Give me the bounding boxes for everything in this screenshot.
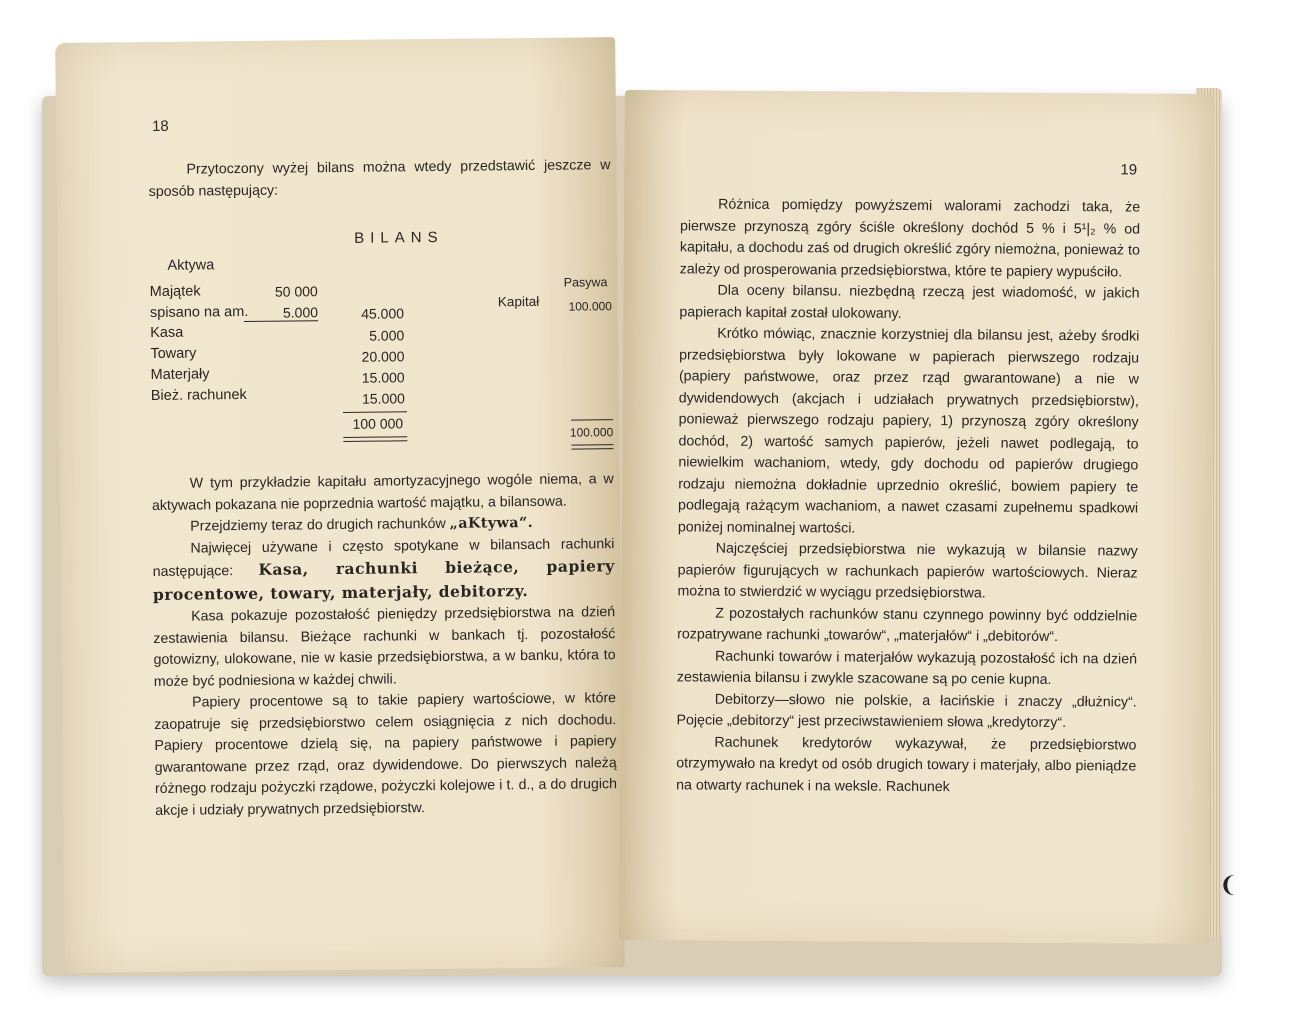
double-rule bbox=[343, 440, 407, 442]
paragraph bbox=[152, 534, 615, 607]
row-label: Kasa bbox=[150, 324, 184, 341]
paragraph: Krótko mówiąc, znacznie korzystniej dla bilansu jest, ażeby środki przedsiębiorstwa były lokowane w papierach pierwszego rodzaju (papiery państwowe, oraz przez rząd gwarantowane) a nie w dywidendowych (akcjach i udziałach prywatnych przedsiębiorstw), ponieważ pierwszego rodzaju papiery, 1) przynoszą zgóry określony dochód, 2) wartość samych papierów, jeżeli nawet podlegają, to niewielkim wachaniom, wtedy, gdy dochodu od papierów drugiego rodzaju niemożna dokładnie uprzednio określić, bowiem papiery te podlegają rażącym wachaniom, a nawet czasami zupełnemu spadkowi poniżej nominalnej wartości. bbox=[677, 325, 1140, 537]
row-inner: 5.000 bbox=[244, 304, 318, 322]
body-text bbox=[676, 194, 1140, 799]
row-inner: 50 000 bbox=[274, 283, 318, 300]
pasywa-label: Pasywa bbox=[563, 275, 608, 290]
paragraph: Z pozostałych rachunków stanu czynnego powinny być oddzielnie rozpatrywane rachunki „towarów“, „materjałów“ i „debitorów“. bbox=[677, 605, 1138, 645]
row-label: Bież. rachunek bbox=[150, 386, 247, 404]
body-text bbox=[152, 469, 618, 822]
kapital-label: Kapitał bbox=[497, 293, 540, 310]
ink-mark: ❨ bbox=[1219, 872, 1238, 897]
sum-rule bbox=[343, 411, 407, 413]
paragraph: Rachunki towarów i materjałów wykazują pozostałość ich na dzień zestawienia bilansu i zwykle szacowane są po cenie kupna. bbox=[676, 648, 1138, 688]
pasywa-total: 100.000 bbox=[569, 425, 614, 440]
paragraph: W tym przykładzie kapitału amortyzacyjnego wogóle niema, a w aktywach pokazana nie poprzednia wartość majątku, a bilansowa. bbox=[151, 471, 614, 514]
row-label: Materjały bbox=[150, 366, 210, 383]
paragraph: Kasa pokazuje pozostałość pieniędzy przedsiębiorstwa na dzień zestawienia bilansu. Bieżące rachunki w bankach tj. pozostałość gotowizny, ulokowane, nie w kasie przedsiębiorstwa, a w banku, która to może być podniesiona w każdej chwili. bbox=[153, 604, 616, 690]
paragraph-text: Przejdziemy teraz do drugich rachunków bbox=[190, 515, 450, 535]
bold-term: „aKtywa“. bbox=[449, 514, 534, 532]
paragraph: Rachunek kredytorów wykazywał, że przedsiębiorstwo otrzymywało na kredyt od osób drugich towary i materjały, albo pieniądze na otwarty rachunek i na weksle. Rachunek bbox=[676, 734, 1137, 795]
page-number: 19 bbox=[1120, 161, 1138, 179]
right-page bbox=[619, 90, 1215, 944]
page-number: 18 bbox=[151, 117, 169, 135]
intro-text: Przytoczony wyżej bilans można wtedy przedstawić jeszcze w sposób następujący: bbox=[148, 157, 611, 200]
row-value: 20.000 bbox=[361, 348, 405, 365]
aktywa-label: Aktywa bbox=[167, 257, 215, 274]
paragraph: Papiery procentowe są to takie papiery wartościowe, w które zaopatruje się przedsiębiorstwo celem osiągnięcia z nich dochodu. Papiery procentowe dzielą się, na papiery państwowe i papiery gwarantowane przez rząd, oraz dywidendowe. Do pierwszych należą różnego rodzaju pożyczki rządowe, pożyczki kolejowe i t. d., a do drugich akcje i udziały prywatnych przedsiębiorstw. bbox=[154, 690, 618, 819]
paragraph: Debitorzy—słowo nie polskie, a łacińskie i znaczy „dłużnicy“. Pojęcie „debitorzy“ jest przeciwstawieniem słowa „kredytorzy“. bbox=[676, 691, 1137, 732]
paragraph: Dla oceny bilansu. niezbędną rzeczą jest wiadomość, w jakich papierach kapitał został ulokowany. bbox=[679, 282, 1140, 322]
row-label: Majątek bbox=[149, 283, 201, 300]
row-value: 15.000 bbox=[361, 390, 405, 407]
intro-paragraph bbox=[148, 155, 610, 203]
kapital-value: 100.000 bbox=[568, 299, 613, 314]
double-rule bbox=[571, 448, 613, 449]
row-value: 5.000 bbox=[369, 327, 405, 344]
aktywa-total: 100 000 bbox=[352, 415, 404, 432]
double-rule bbox=[571, 444, 613, 445]
row-value: 45.000 bbox=[361, 305, 405, 322]
left-page bbox=[55, 37, 625, 973]
paragraph: Różnica pomiędzy powyższemi walorami zachodzi taka, że pierwsze przynoszą zgóry ściśle określony dochód 5 % i 5¹|₂ % od kapitału, a dochodu zaś od drugich określić zgóry niemożna, ponieważ to zależy od prosperowania przedsiębiorstwa, które te papiery wypuściło. bbox=[679, 196, 1141, 280]
bold-terms: Kasa, rachunki bieżące, papiery procentowe, towary, materjały, debitorzy. bbox=[152, 556, 615, 604]
row-label: Towary bbox=[150, 345, 197, 362]
paragraph: Najczęściej przedsiębiorstwa nie wykazują w bilansie nazwy papierów figurujących w rachunkach papierów wartościowych. Nieraz można to stwierdzić w wyciągu przedsiębiorstwa. bbox=[677, 540, 1138, 602]
paragraph-text: Najwięcej używane i często spotykane w bilansach rachunki następujące: bbox=[152, 535, 615, 580]
bilans-title: BILANS bbox=[354, 228, 444, 247]
double-rule bbox=[343, 436, 407, 438]
row-value: 15.000 bbox=[361, 369, 405, 386]
row-label: spisano na am. bbox=[149, 303, 249, 321]
sum-rule bbox=[571, 419, 613, 420]
